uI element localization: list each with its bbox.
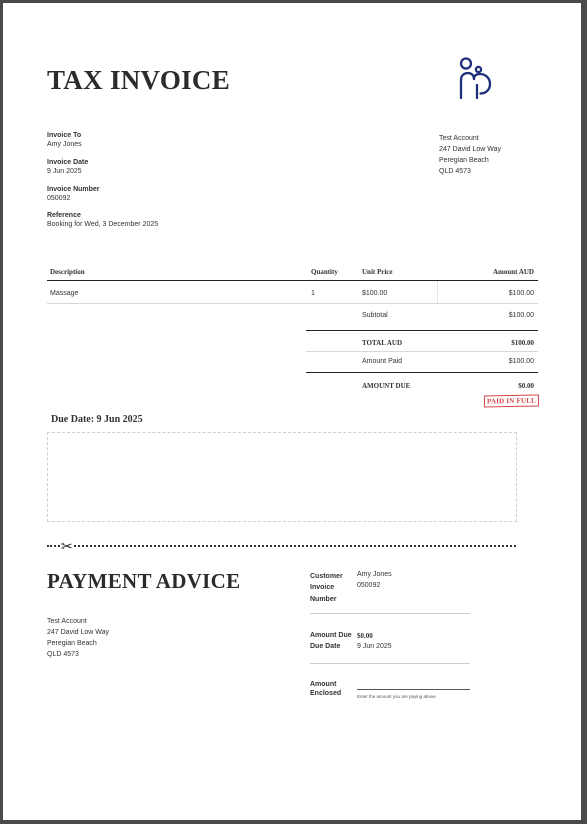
invoice-date-label: Invoice Date <box>47 159 89 166</box>
customer-value: Amy Jones <box>357 571 392 578</box>
payment-advice-title: PAYMENT ADVICE <box>47 569 241 593</box>
total-value: $100.00 <box>511 339 534 347</box>
amount-enclosed-label-line: Enclosed <box>310 690 342 697</box>
invoice-to-value: Amy Jones <box>47 141 82 148</box>
invoice-number-label: Invoice Number <box>47 186 100 193</box>
reference-label: Reference <box>47 212 81 219</box>
advice-due-date-value: 9 Jun 2025 <box>357 643 392 650</box>
address-line: Test Account <box>47 618 87 625</box>
amount-paid-label: Amount Paid <box>362 358 403 365</box>
amount-enclosed-field[interactable] <box>357 689 470 690</box>
invoice-number-value: 050092 <box>47 195 71 202</box>
advice-amount-due-value: $0.00 <box>357 632 373 640</box>
amount-due-rule <box>306 372 538 373</box>
column-header-description: Description <box>50 268 85 276</box>
scissors-icon: ✂ <box>61 538 73 554</box>
amount-enclosed-hint: Enter the amount you are paying above <box>357 694 436 699</box>
column-header-amount: Amount AUD <box>492 268 534 276</box>
people-logo-icon <box>455 55 495 101</box>
address-line: 247 David Low Way <box>439 146 501 153</box>
advice-divider <box>310 663 470 664</box>
amount-due-value: $0.00 <box>518 382 534 390</box>
invoice-to-label: Invoice To <box>47 132 82 139</box>
total-divider <box>306 351 538 352</box>
address-line: QLD 4573 <box>439 168 471 175</box>
customer-label: Customer <box>310 573 343 580</box>
amount-paid-value: $100.00 <box>508 358 534 365</box>
row-amount: $100.00 <box>508 290 534 297</box>
invoice-title: TAX INVOICE <box>47 65 231 95</box>
total-rule <box>306 330 538 331</box>
payment-advice-address <box>47 616 109 660</box>
address-line: 247 David Low Way <box>47 629 109 636</box>
reference-value: Booking for Wed, 3 December 2025 <box>47 221 159 228</box>
row-divider <box>47 303 538 304</box>
amount-due-label: AMOUNT DUE <box>362 382 411 390</box>
address-line: QLD 4573 <box>47 651 79 658</box>
column-divider <box>437 281 438 303</box>
advice-amount-due-label: Amount Due <box>310 632 352 639</box>
business-address <box>439 133 501 177</box>
column-header-quantity: Quantity <box>311 268 338 276</box>
advice-number-label: Number <box>310 596 337 603</box>
address-line: Test Account <box>439 135 479 142</box>
amount-enclosed-label-line: Amount <box>310 681 337 688</box>
notes-box <box>47 432 517 522</box>
due-date-heading: Due Date: 9 Jun 2025 <box>51 414 143 425</box>
advice-invoice-label: Invoice <box>310 584 335 591</box>
invoice-page <box>3 3 581 820</box>
address-line: Peregian Beach <box>47 640 97 647</box>
advice-divider <box>310 613 470 614</box>
subtotal-label: Subtotal <box>362 312 388 319</box>
invoice-date-value: 9 Jun 2025 <box>47 168 82 175</box>
cut-line <box>47 545 516 547</box>
amount-enclosed-label <box>310 680 341 698</box>
total-label: TOTAL AUD <box>362 339 403 347</box>
column-header-unit-price: Unit Price <box>362 268 393 276</box>
subtotal-value: $100.00 <box>508 312 534 319</box>
row-quantity: 1 <box>311 290 315 297</box>
table-header-rule <box>47 280 538 281</box>
row-description: Massage <box>50 290 79 297</box>
advice-invoice-number: 050092 <box>357 582 381 589</box>
paid-in-full-stamp: PAID IN FULL <box>484 395 539 408</box>
advice-due-date-label: Due Date <box>310 643 341 650</box>
row-unit-price: $100.00 <box>362 290 388 297</box>
address-line: Peregian Beach <box>439 157 489 164</box>
